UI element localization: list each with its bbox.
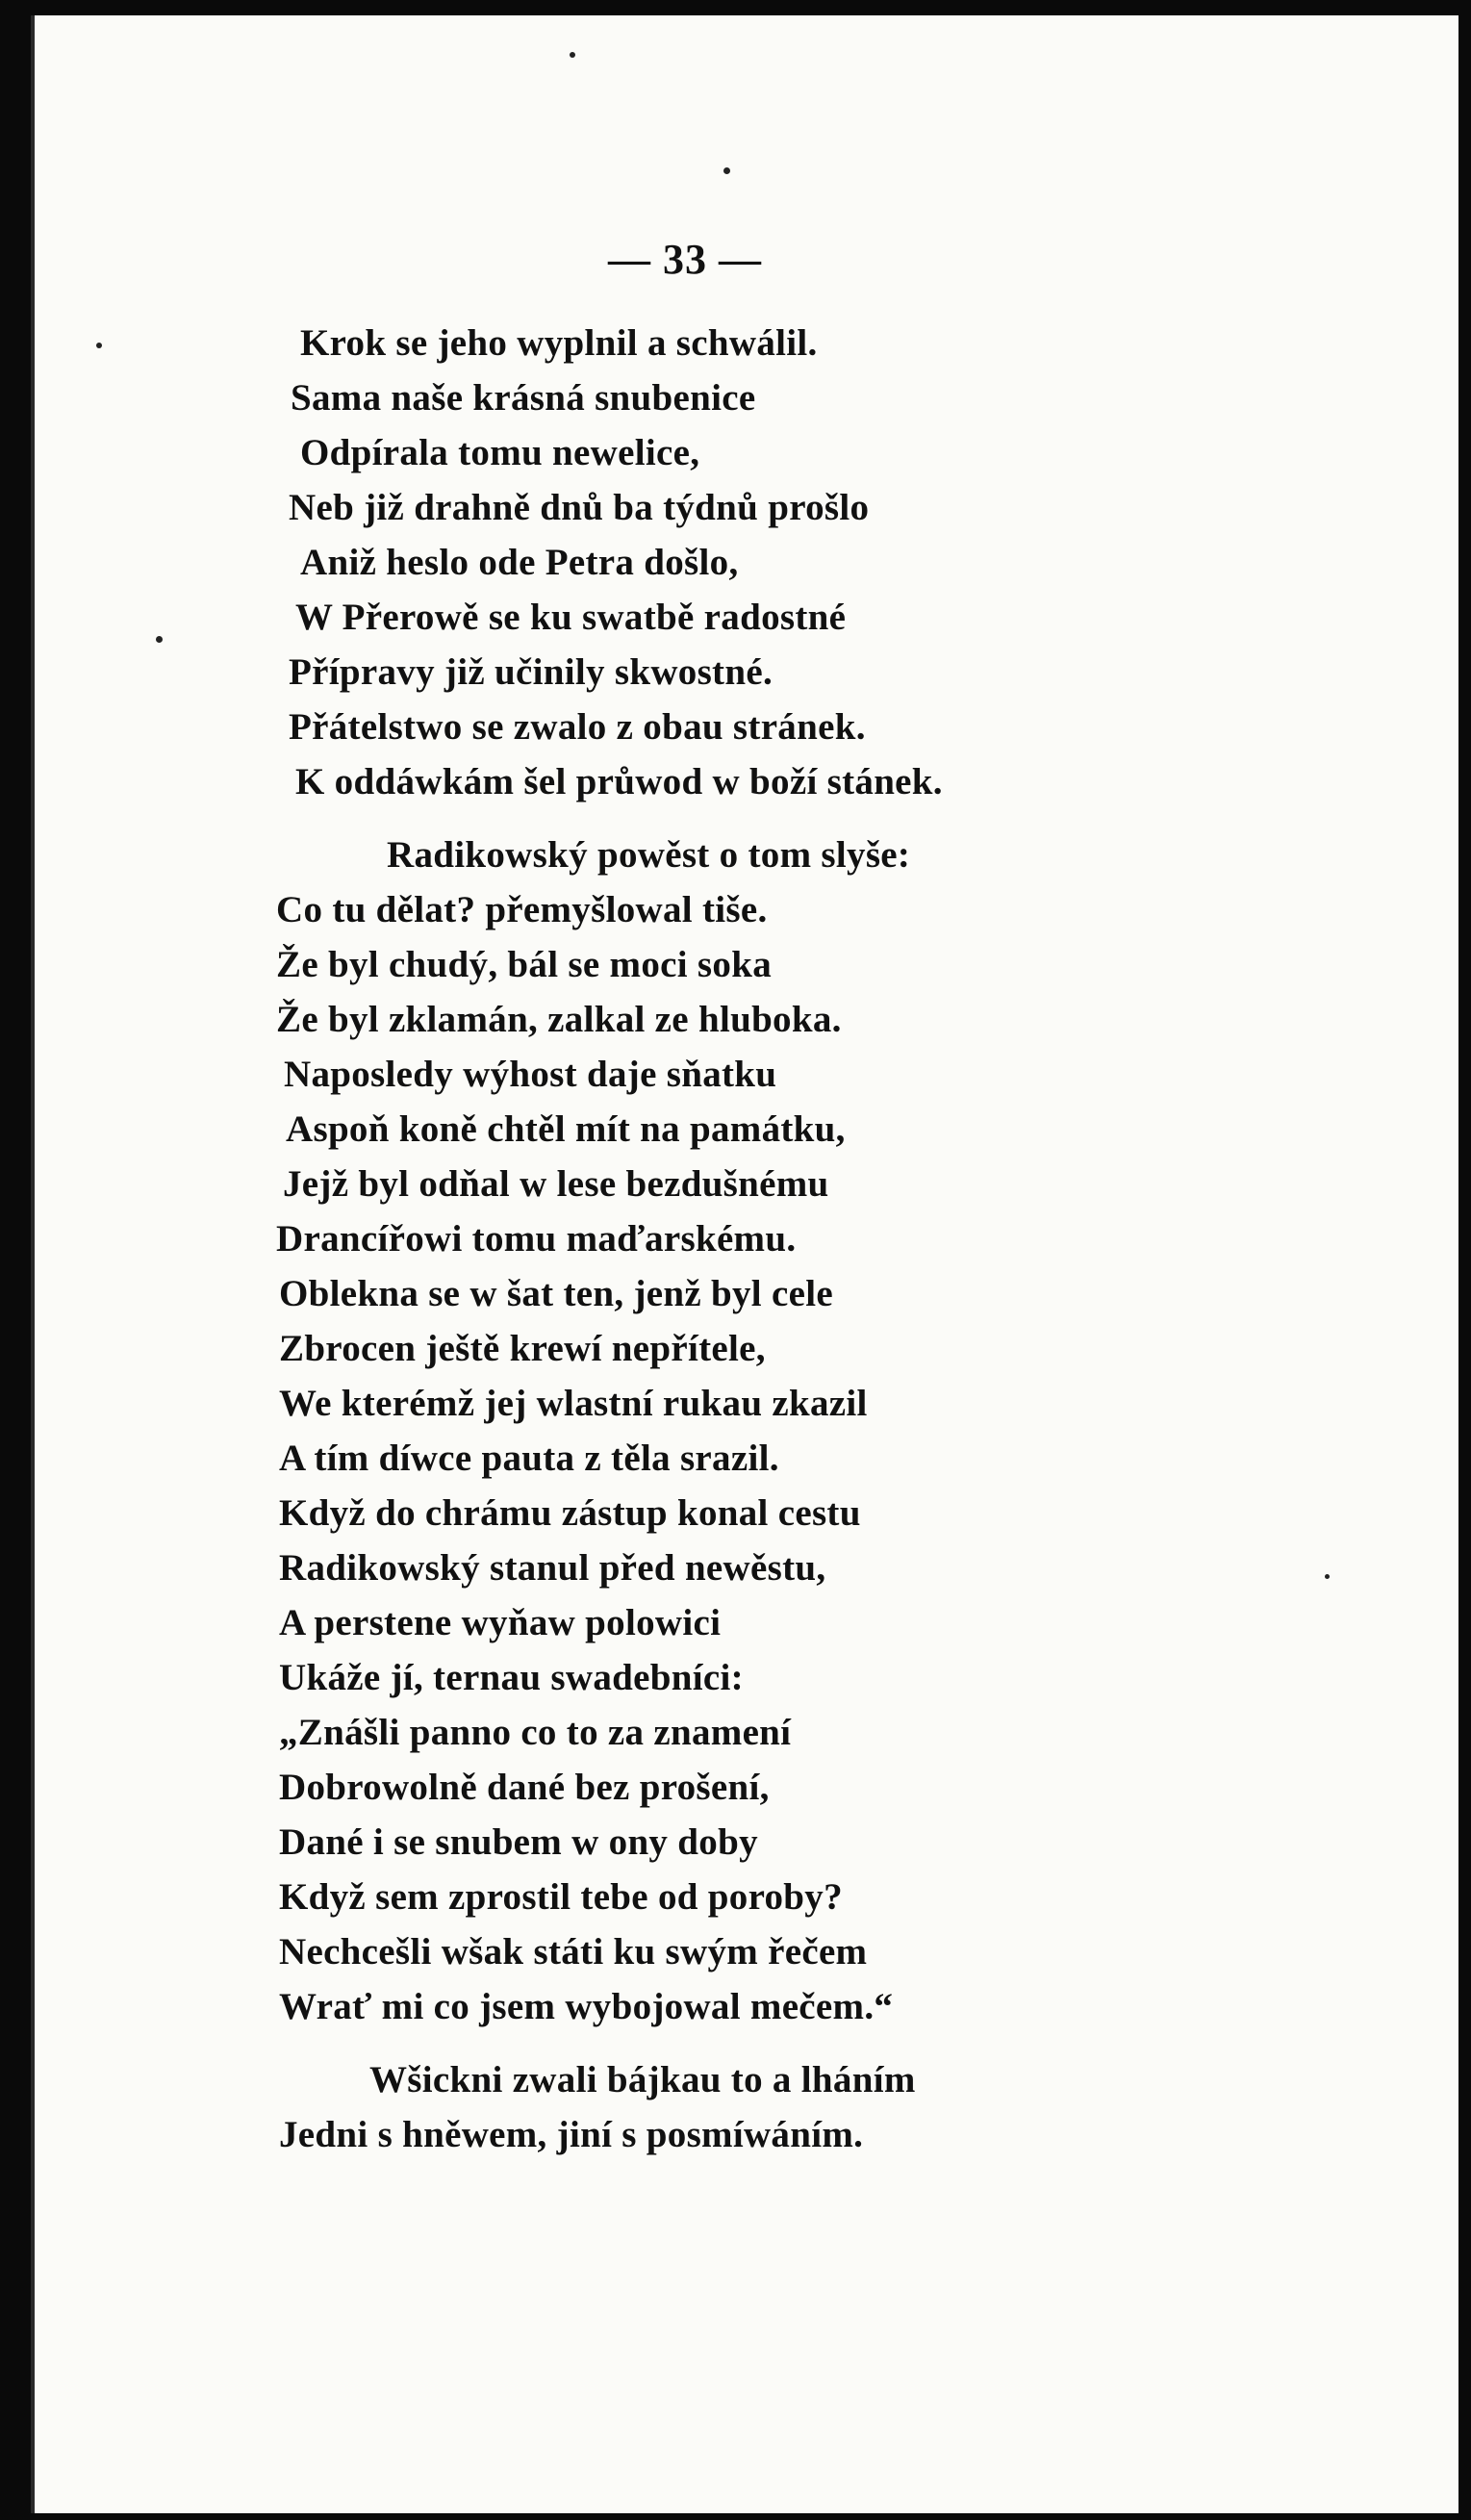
verse-line: Radikowský stanul před newěstu, xyxy=(279,1547,826,1589)
verse-line: Radikowský powěst o tom slyše: xyxy=(387,834,911,876)
verse-line: Dobrowolně dané bez prošení, xyxy=(279,1767,770,1808)
verse-line: Drancířowi tomu maďarskému. xyxy=(276,1218,797,1260)
verse-line: Když sem zprostil tebe od poroby? xyxy=(279,1876,843,1918)
page-edge-shadow xyxy=(31,15,35,2513)
verse-line: Oblekna se w šat ten, jenž byl cele xyxy=(279,1273,833,1314)
scan-speck xyxy=(1325,1574,1330,1579)
verse-line: We kterémž jej wlastní rukau zkazil xyxy=(279,1383,868,1424)
verse-line: Jedni s hněwem, jiní s posmíwáním. xyxy=(279,2114,864,2155)
book-page xyxy=(31,15,1458,2513)
verse-line: Sama naše krásná snubenice xyxy=(291,377,756,419)
scan-speck xyxy=(96,343,102,348)
verse-line: Přípravy již učinily skwostné. xyxy=(289,651,773,693)
verse-line: Že byl chudý, bál se moci soka xyxy=(276,944,772,985)
scan-speck xyxy=(570,52,575,58)
verse-line: A tím díwce pauta z těla srazil. xyxy=(279,1438,779,1479)
verse-line: Jejž byl odňal w lese bezdušnému xyxy=(283,1163,829,1205)
scan-speck xyxy=(156,636,163,643)
verse-line: Odpírala tomu newelice, xyxy=(300,432,700,473)
verse-line: Naposledy wýhost daje sňatku xyxy=(284,1054,777,1095)
verse-line: K oddáwkám šel průwod w boží stánek. xyxy=(295,761,943,802)
verse-line: A perstene wyňaw polowici xyxy=(279,1602,722,1643)
verse-line: Wrať mi co jsem wybojowal mečem.“ xyxy=(279,1986,894,2027)
page-number: — 33 — xyxy=(608,236,762,283)
verse-line: Zbrocen ještě krewí nepřítele, xyxy=(279,1328,766,1369)
scan-speck xyxy=(723,167,730,174)
verse-line: „Znášli panno co to za znamení xyxy=(279,1712,792,1753)
verse-line: Ukáže jí, ternau swadebníci: xyxy=(279,1657,744,1698)
verse-line: Neb již drahně dnů ba týdnů prošlo xyxy=(289,487,870,528)
verse-line: Aspoň koně chtěl mít na památku, xyxy=(286,1108,846,1150)
verse-line: Že byl zklamán, zalkal ze hluboka. xyxy=(276,999,842,1040)
verse-line: Dané i se snubem w ony doby xyxy=(279,1821,758,1863)
verse-line: Co tu dělat? přemyšlowal tiše. xyxy=(276,889,768,930)
verse-line: Wšickni zwali bájkau to a lháním xyxy=(369,2059,916,2100)
verse-line: Aniž heslo ode Petra došlo, xyxy=(300,542,739,583)
verse-line: Nechcešli wšak státi ku swým řečem xyxy=(279,1931,868,1973)
verse-line: Krok se jeho wyplnil a schwálil. xyxy=(300,322,818,364)
verse-line: Přátelstwo se zwalo z obau stránek. xyxy=(289,706,866,748)
verse-line: W Přerowě se ku swatbě radostné xyxy=(295,597,847,638)
verse-line: Když do chrámu zástup konal cestu xyxy=(279,1492,861,1534)
